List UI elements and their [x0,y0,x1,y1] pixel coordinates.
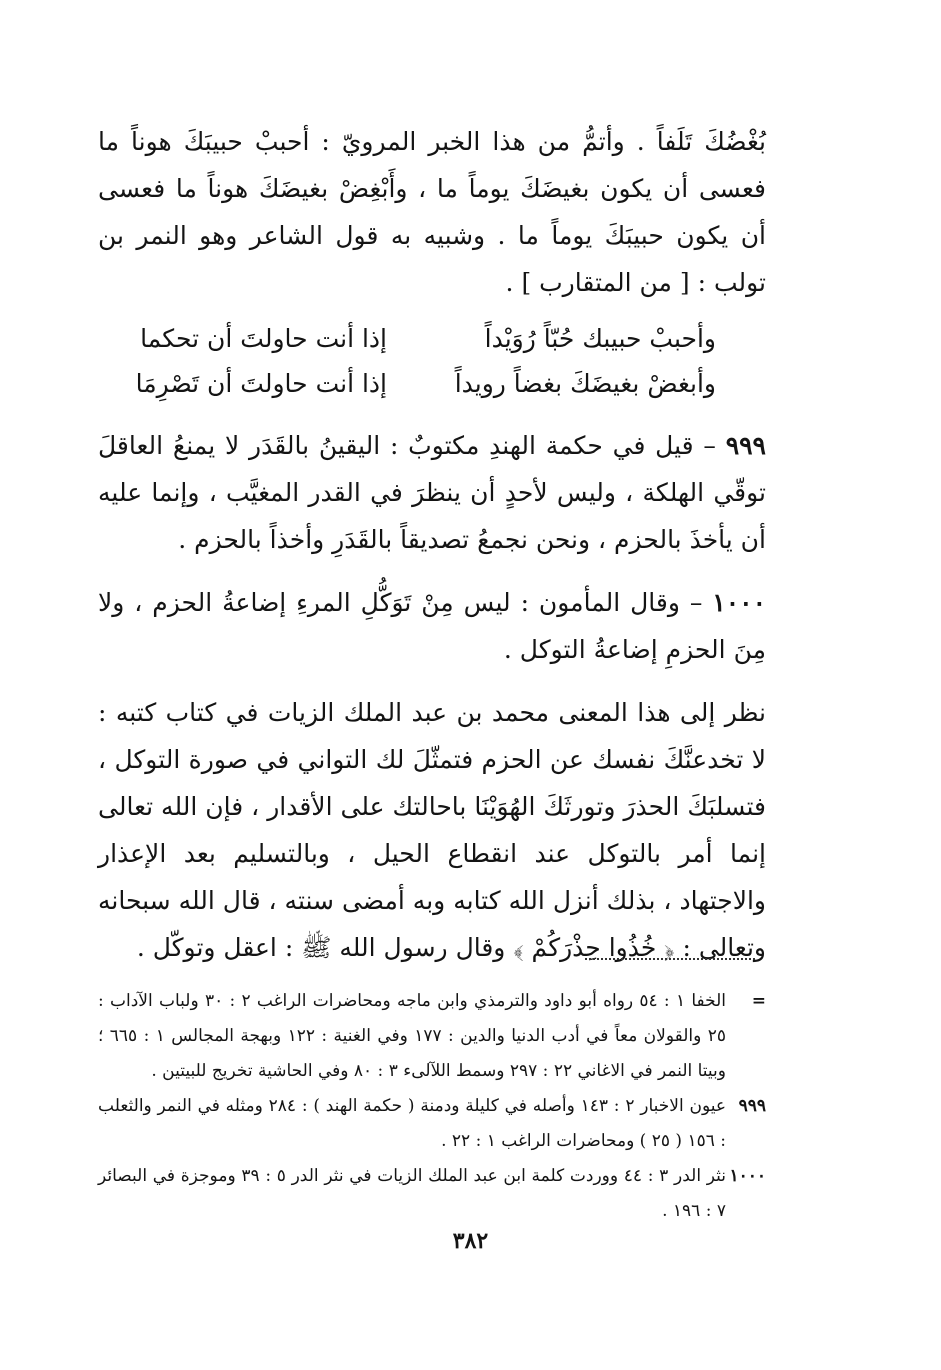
paragraph-1000 [98,579,766,673]
entry-number-1000: ١٠٠٠ [712,588,766,617]
footnote-item [98,984,766,1089]
verse-block [98,316,766,406]
page-number: ٣٨٢ [452,1228,489,1254]
footnote-text: عيون الاخبار ٢ : ١٤٣ وأصله في كليلة ودمنة ( حكمة الهند ) : ٢٨٤ ومثله في النمر والثعلب : ١٥٦ ( ٢٥ ) ومحاضرات الراغب ١ : ٢٢ . [98,1096,727,1151]
verse-hemistich-first: وأحببْ حبيبك حُبّاً رُوَيْداً [484,324,716,353]
footnote-item [98,1159,766,1229]
verse-hemistich-second: إذا أنت حاولتَ أن تحكما [140,324,387,353]
verse-line [98,316,766,361]
verse-hemistich-first: وأبغضْ بغيضَكَ بغضاً رويداً [454,369,716,398]
footnote-text: نثر الدر ٣ : ٤٤ ووردت كلمة ابن عبد الملك الزيات في نثر الدر ٥ : ٣٩ وموجزة في البصائر ٧ : ١٩٦ . [98,1166,726,1221]
footnote-divider [585,958,755,960]
footnotes [98,984,766,1229]
verse-hemistich-second: إذا أنت حاولتَ أن تَصْرِمَا [135,369,387,398]
entry-number-999: ٩٩٩ [725,431,766,460]
footnote-text: الخفا ١ : ٥٤ رواه أبو داود والترمذي وابن ماجه ومحاضرات الراغب ٢ : ٣٠ ولباب الآداب : ٢٥ والقولان معاً في أدب الدنيا والدين : ١٧٧ وفي الغنية : ١٢٢ وبهجة المجالس ١ : ٦٦٥ ؛ وبيتا النمر في الاغاني ٢٢ : ٢٩٧ وسمط اللآلىء ٣ : ٨٠ وفي الحاشية تخريج للبيتين . [98,991,726,1081]
paragraph-999-text: – قيل في حكمة الهندِ مكتوبٌ : اليقينُ بالقَدَر لا يمنعُ العاقلَ توقّي الهلكة ، وليس لأحدٍ أن ينظرَ في القدر المغيَّب ، وإنما عليه أن يأخذَ بالحزم ، ونحن نجمعُ تصديقاً بالقَدَرِ وأخذاً بالحزم . [98,431,766,554]
paragraph-opening: بُغْضُكَ تَلَفاً . وأتمُّ من هذا الخبر المرويّ : أحببْ حبيبَكَ هوناً ما فعسى أن يكون بغيضَكَ يوماً ما ، وأَبْغِضْ بغيضَكَ هوناً ما فعسى أن يكون حبيبَكَ يوماً ما . وشبيه به قول الشاعر وهو النمر بن تولب : [ من المتقارب ] . [98,127,766,297]
paragraph-999 [98,422,766,563]
footnote-number: ٩٩٩ [738,1096,766,1116]
paragraph-1000-text: – وقال المأمون : ليس مِنْ تَوَكُّلِ المرءِ إضاعةُ الحزم ، ولا مِنَ الحزمِ إضاعةُ التوكل . [98,588,766,664]
main-text [98,118,766,971]
footnote-item [98,1089,766,1159]
verse-line [98,361,766,406]
paragraph-closing: نظر إلى هذا المعنى محمد بن عبد الملك الزيات في كتاب كتبه : لا تخدعنَّكَ نفسك عن الحزم فتمثّلَ لك التواني في صورة التوكل ، فتسلبَكَ الحذرَ وتورثَكَ الهُوَيْنَا باحالتك على الأقدار ، فإن الله تعالى إنما أمر بالتوكل عند انقطاع الحيل ، وبالتسليم بعد الإعذار والاجتهاد ، بذلك أنزل الله كتابه وبه أمضى سنته ، قال الله سبحانه وتعالى : ﴿ خُذُوا حِذْرَكُمْ ﴾ وقال رسول الله ﷺ : اعقل وتوكّل . [98,698,766,962]
footnote-number: = [751,991,766,1011]
footnote-number: ١٠٠٠ [729,1166,766,1186]
